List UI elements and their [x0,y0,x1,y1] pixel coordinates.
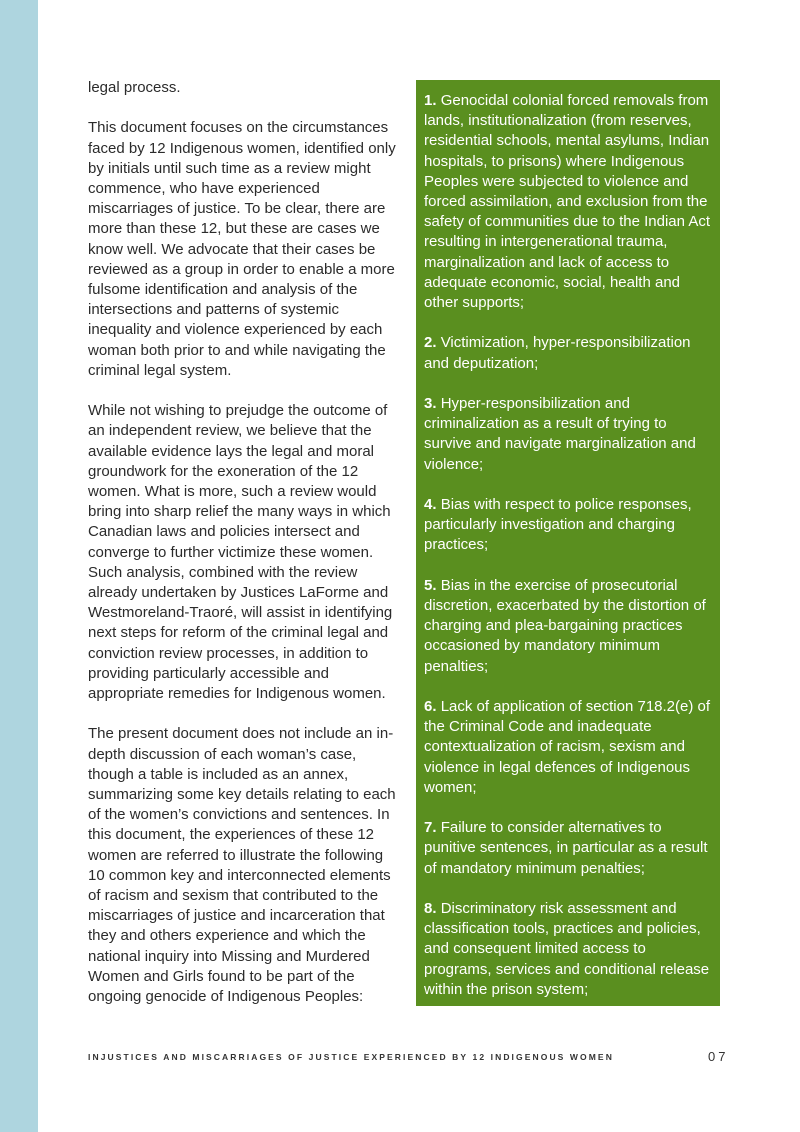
element-item-5 [424,576,712,677]
element-text: Failure to consider alternatives to punitive sentences, in particular as a result of mandatory minimum penalties; [424,819,708,877]
element-number: 1. [424,92,437,109]
body-text-column [88,78,398,1027]
side-accent-bar [0,0,38,1132]
paragraph-focus: This document focuses on the circumstances faced by 12 Indigenous women, identified only by initials until such time as a review might commence, who have experienced miscarriages of justice. To be clear, there are more than these 12, but these are cases we know well. We advocate that their cases be reviewed as a group in order to enable a more fulsome identification and analysis of the intersections and patterns of systemic inequality and violence experienced by each woman both prior to and while navigating the criminal legal system. [88,119,396,379]
element-number: 7. [424,819,437,837]
element-number: 8. [424,900,437,918]
element-text: Victimization, hyper-responsibilization and deputization; [424,334,691,372]
element-item-1 [424,91,712,313]
element-text: Genocidal colonial forced removals from lands, institutionalization (from reserves, residential schools, mental asylums, Indian hospitals, to prisons) where Indigenous Peoples were subjected to violence and forced assimilation, and exclusion from the safety of communities due to the Indian Act resulting in intergenerational trauma, marginalization and lack of access to adequate economic, social, health and other supports; [424,92,710,312]
paragraph-continuation: legal process. [88,79,181,96]
page-number: 07 [708,1049,729,1064]
element-text: Discriminatory risk assessment and classification tools, practices and policies, and consequent limited access to programs, services and conditional release within the prison system; [424,900,710,998]
element-text: Hyper-responsibilization and criminalization as a result of trying to survive and navigate marginalization and violence; [424,395,696,473]
element-item-2 [424,333,712,373]
element-number: 3. [424,395,437,413]
key-elements-box [416,80,720,1006]
footer-title: INJUSTICES AND MISCARRIAGES OF JUSTICE EXPERIENCED BY 12 INDIGENOUS WOMEN [88,1052,614,1062]
element-number: 6. [424,698,437,716]
paragraph-present-document: The present document does not include an in-depth discussion of each woman’s case, though a table is included as an annex, summarizing some key details relating to each of the women’s convictions and sentences. In this document, the experiences of these 12 women are referred to illustrate the following 10 common key and interconnected elements of racism and sexism that contributed to the miscarriages of justice and incarceration that they and others experience and which the national inquiry into Missing and Murdered Women and Girls found to be part of the ongoing genocide of Indigenous Peoples: [88,725,396,1006]
element-item-4 [424,495,712,556]
element-item-6 [424,697,712,798]
element-item-7 [424,818,712,879]
element-item-3 [424,394,712,475]
element-text: Lack of application of section 718.2(e) of the Criminal Code and inadequate contextualization of racism, sexism and violence in legal defences of Indigenous women; [424,698,711,796]
element-number: 4. [424,496,437,514]
element-number: 5. [424,576,437,594]
element-number: 2. [424,334,437,352]
paragraph-review: While not wishing to prejudge the outcome of an independent review, we believe that the available evidence lays the legal and moral groundwork for the exoneration of the 12 women. What is more, such a review would bring into sharp relief the many ways in which Canadian laws and policies intersect and converge to further victimize these women. Such analysis, combined with the review already undertaken by Justices LaForme and Westmoreland-Traoré, will assist in identifying next steps for reform of the criminal legal and conviction review processes, in addition to providing particularly accessible and appropriate remedies for Indigenous women. [88,402,393,703]
element-text: Bias with respect to police responses, particularly investigation and charging practices; [424,496,692,554]
element-item-8 [424,899,712,1000]
element-text: Bias in the exercise of prosecutorial discretion, exacerbated by the distortion of charging and plea-bargaining practices occasioned by mandatory minimum penalties; [424,576,706,675]
